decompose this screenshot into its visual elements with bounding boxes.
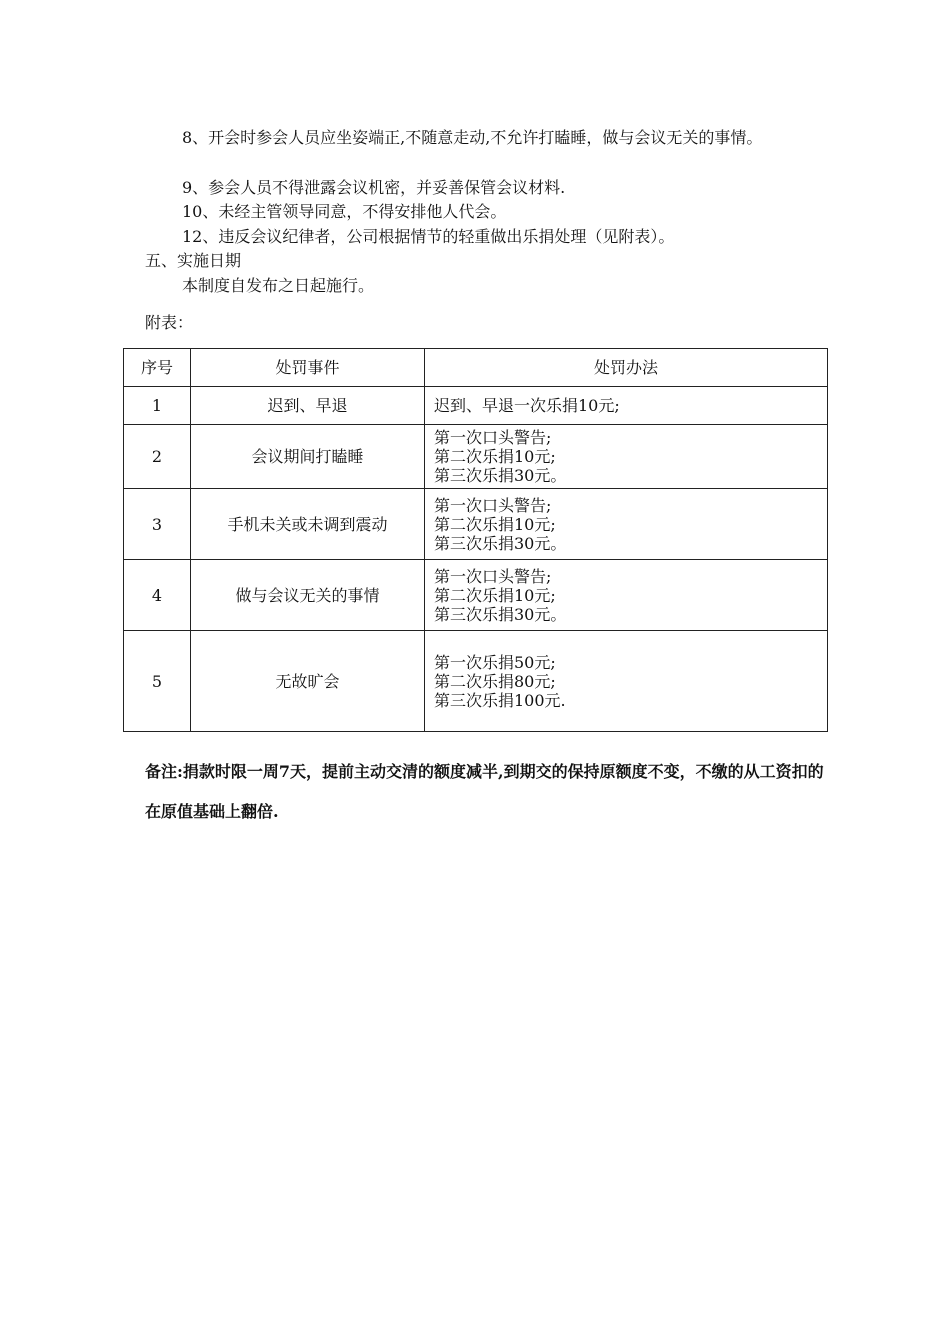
rule-item-9: 9、参会人员不得泄露会议机密，并妥善保管会议材料. <box>182 178 566 197</box>
row-number: 4 <box>124 560 191 631</box>
effective-date-text: 本制度自发布之日起施行。 <box>182 276 375 295</box>
remark-note: 备注:捐款时限一周7天，提前主动交清的额度减半,到期交的保持原额度不变，不缴的从工资扣的在原值基础上翻倍. <box>145 762 824 821</box>
row-number: 1 <box>124 387 191 425</box>
penalty-table <box>123 348 828 732</box>
method-line: 第一次口头警告; <box>434 566 552 586</box>
table-row <box>124 387 828 425</box>
method-line: 第二次乐捐10元; <box>434 447 556 466</box>
row-method <box>425 387 828 425</box>
method-line: 第三次乐捐30元。 <box>434 533 567 553</box>
row-method <box>425 425 828 489</box>
row-number: 5 <box>124 631 191 732</box>
method-line: 第一次口头警告; <box>434 428 552 447</box>
row-method <box>425 560 828 631</box>
header-method: 处罚办法 <box>425 349 828 387</box>
section-heading-implementation-date: 五、实施日期 <box>145 251 242 270</box>
table-row <box>124 631 828 732</box>
method-line: 第二次乐捐10元; <box>434 585 556 605</box>
row-method <box>425 631 828 732</box>
row-event: 会议期间打瞌睡 <box>191 425 425 489</box>
table-row <box>124 560 828 631</box>
method-line: 第三次乐捐30元。 <box>434 466 567 485</box>
rule-item-12: 12、违反会议纪律者，公司根据情节的轻重做出乐捐处理（见附表）。 <box>182 227 675 246</box>
method-line: 第二次乐捐10元; <box>434 514 556 534</box>
row-number: 3 <box>124 489 191 560</box>
row-number: 2 <box>124 425 191 489</box>
appendix-label: 附表： <box>145 313 194 332</box>
method-line: 第三次乐捐30元。 <box>434 604 567 624</box>
header-event: 处罚事件 <box>191 349 425 387</box>
row-event: 迟到、早退 <box>191 387 425 425</box>
method-line: 第二次乐捐80元; <box>434 671 556 691</box>
table-row <box>124 425 828 489</box>
row-event: 做与会议无关的事情 <box>191 560 425 631</box>
method-line: 第三次乐捐100元. <box>434 690 566 710</box>
table-header-row <box>124 349 828 387</box>
method-line: 迟到、早退一次乐捐10元; <box>434 396 620 415</box>
rule-item-10: 10、未经主管领导同意，不得安排他人代会。 <box>182 202 507 221</box>
table-row <box>124 489 828 560</box>
header-number: 序号 <box>124 349 191 387</box>
method-line: 第一次乐捐50元; <box>434 652 556 672</box>
method-line: 第一次口头警告; <box>434 495 552 515</box>
row-event: 无故旷会 <box>191 631 425 732</box>
rule-item-8: 8、开会时参会人员应坐姿端正,不随意走动,不允许打瞌睡，做与会议无关的事情。 <box>182 128 763 147</box>
row-event: 手机未关或未调到震动 <box>191 489 425 560</box>
row-method <box>425 489 828 560</box>
